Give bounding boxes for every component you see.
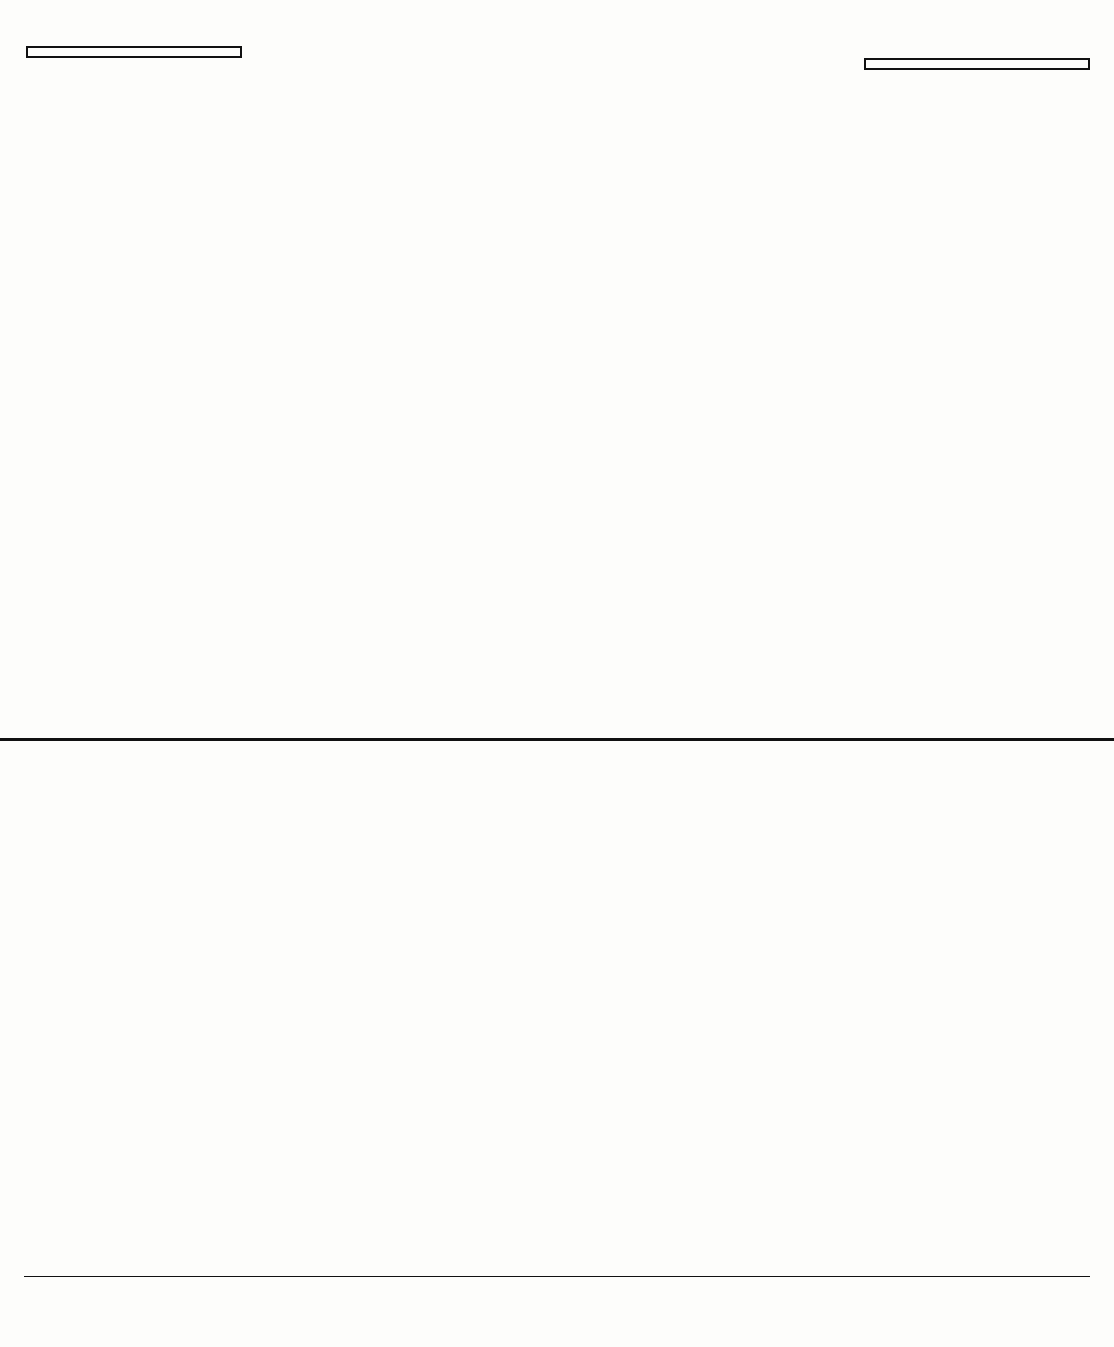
lower-station-columns xyxy=(24,746,1096,1266)
section-divider xyxy=(0,738,1114,741)
upper-station-columns xyxy=(24,96,1096,736)
page-footer xyxy=(24,1276,1090,1281)
weather-box-right xyxy=(864,58,1090,70)
weather-box-left xyxy=(26,46,242,58)
